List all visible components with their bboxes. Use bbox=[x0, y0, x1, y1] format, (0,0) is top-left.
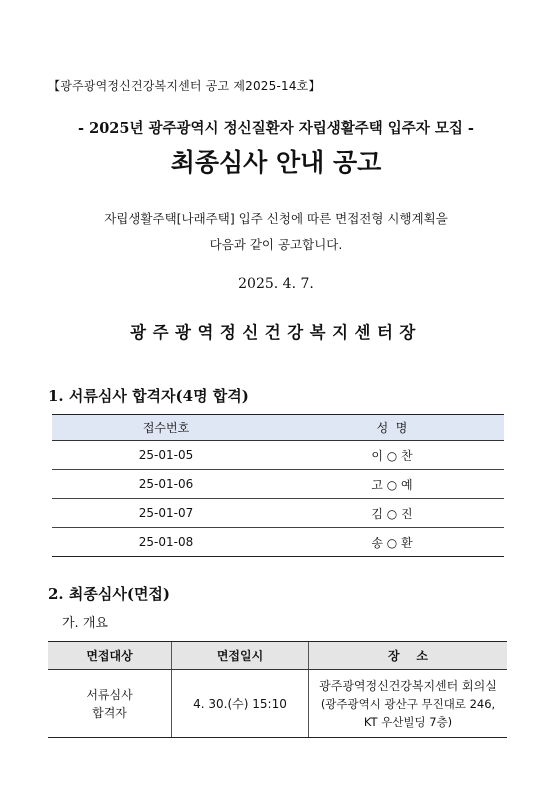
target-cell bbox=[48, 670, 172, 738]
notice-subtitle: - 2025년 광주광역시 정신질환자 자립생활주택 입주자 모집 - bbox=[78, 120, 474, 137]
intro-line-1: 자립생활주택[나래주택] 입주 신청에 따른 면접전형 시행계획을 bbox=[104, 211, 448, 226]
intro-line-2: 다음과 같이 공고합니다. bbox=[209, 237, 343, 252]
table-header-row bbox=[52, 415, 504, 441]
column-header-target: 면접대상 bbox=[48, 642, 172, 670]
name-cell: 이 ○ 찬 bbox=[280, 441, 504, 470]
place-line-2: (광주광역시 광산구 무진대로 246, bbox=[320, 696, 496, 711]
target-line-1: 서류심사 bbox=[86, 687, 133, 702]
receipt-no-cell: 25-01-08 bbox=[52, 528, 280, 557]
receipt-no-cell: 25-01-05 bbox=[52, 441, 280, 470]
receipt-no-cell: 25-01-06 bbox=[52, 470, 280, 499]
column-header-datetime: 면접일시 bbox=[172, 642, 309, 670]
datetime-cell: 4. 30.(수) 15:10 bbox=[172, 670, 309, 738]
place-cell bbox=[309, 670, 508, 738]
table-row bbox=[52, 528, 504, 557]
table-header-row bbox=[48, 642, 507, 670]
name-cell: 고 ○ 예 bbox=[280, 470, 504, 499]
column-header-receipt-no: 접수번호 bbox=[52, 415, 280, 441]
section2-subheading: 가. 개요 bbox=[62, 616, 108, 631]
notice-number: 【광주광역정신건강복지센터 공고 제2025-14호】 bbox=[48, 79, 321, 93]
table-row bbox=[48, 670, 507, 738]
place-line-1: 광주광역정신건강복지센터 회의실 bbox=[319, 678, 497, 693]
interview-schedule-table bbox=[48, 641, 507, 738]
column-header-name: 성 명 bbox=[280, 415, 504, 441]
table-row bbox=[52, 470, 504, 499]
table-row bbox=[52, 441, 504, 470]
name-cell: 김 ○ 진 bbox=[280, 499, 504, 528]
receipt-no-cell: 25-01-07 bbox=[52, 499, 280, 528]
section1-heading: 1. 서류심사 합격자(4명 합격) bbox=[48, 387, 249, 405]
page-title: 최종심사 안내 공고 bbox=[170, 148, 382, 177]
name-cell: 송 ○ 환 bbox=[280, 528, 504, 557]
passed-applicants-table bbox=[52, 414, 504, 557]
section2-heading: 2. 최종심사(면접) bbox=[48, 585, 171, 603]
notice-date: 2025. 4. 7. bbox=[238, 276, 314, 292]
place-line-3: KT 우산빌딩 7층) bbox=[363, 714, 453, 729]
target-line-2: 합격자 bbox=[92, 705, 127, 720]
issuer-organization: 광주광역정신건강복지센터장 bbox=[130, 323, 422, 342]
column-header-place: 장 소 bbox=[309, 642, 508, 670]
table-row bbox=[52, 499, 504, 528]
